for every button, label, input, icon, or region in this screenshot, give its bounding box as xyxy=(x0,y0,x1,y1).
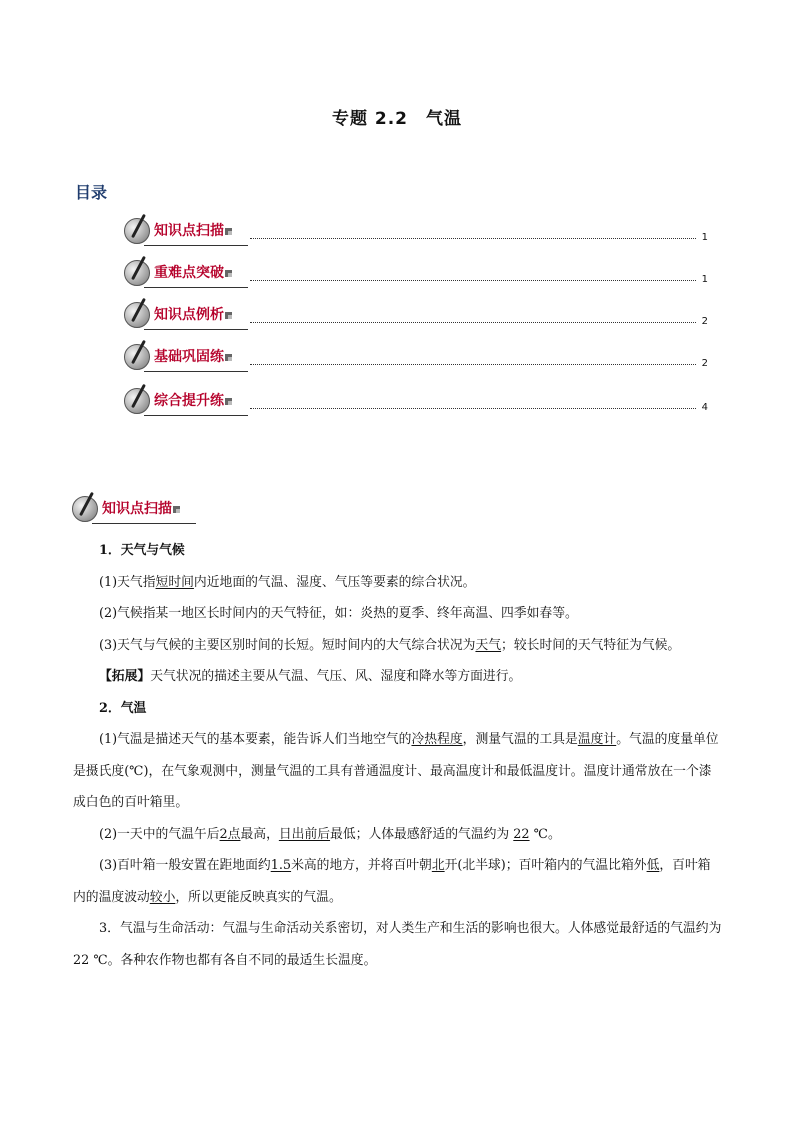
toc-leader xyxy=(250,280,696,281)
toc-entry[interactable] xyxy=(124,298,708,334)
square-icon xyxy=(225,312,232,319)
heading-temperature: 2．气温 xyxy=(99,700,147,716)
page-title: 专题 2.2 气温 xyxy=(331,109,463,129)
toc-entry[interactable] xyxy=(124,384,708,420)
pen-icon xyxy=(124,260,150,286)
extension-note: 【拓展】天气状况的描述主要从气温、气压、风、湿度和降水等方面进行。 xyxy=(99,669,522,684)
pen-icon xyxy=(124,344,150,370)
square-icon xyxy=(173,506,180,513)
toc-entry-label: 知识点扫描 xyxy=(154,223,224,239)
paragraph: (3)百叶箱一般安置在距地面约1.5米高的地方，并将百叶朝北开(北半球)；百叶箱内的气温比箱外低，百叶箱内的温度波动较小，所以更能反映真实的气温。 xyxy=(73,858,711,905)
toc-entry[interactable] xyxy=(124,214,708,250)
pen-icon xyxy=(72,496,98,522)
paragraph: (3)天气与气候的主要区别时间的长短。短时间内的大气综合状况为天气；较长时间的天气特征为气候。 xyxy=(99,637,681,653)
toc-badge xyxy=(124,298,248,332)
toc-entry[interactable] xyxy=(124,256,708,292)
heading-weather-climate: 1．天气与气候 xyxy=(99,543,185,558)
toc-badge xyxy=(124,340,248,374)
square-icon xyxy=(225,270,232,277)
toc-heading: 目录 xyxy=(75,183,108,202)
pen-icon xyxy=(124,218,150,244)
pen-icon xyxy=(124,388,150,414)
toc-page-number: 2 xyxy=(701,358,708,369)
paragraph: (2)一天中的气温午后2点最高，日出前后最低；人体最感舒适的气温约为 22 ℃。 xyxy=(99,826,561,842)
toc-entry-label: 重难点突破 xyxy=(154,265,224,281)
badge xyxy=(72,492,196,526)
toc-badge xyxy=(124,214,248,248)
pen-icon xyxy=(124,302,150,328)
toc-leader xyxy=(250,238,696,239)
square-icon xyxy=(225,228,232,235)
toc-leader xyxy=(250,322,696,323)
paragraph: (1)气温是描述天气的基本要素，能告诉人们当地空气的冷热程度，测量气温的工具是温度计。气温的度量单位是摄氏度(℃)，在气象观测中，测量气温的工具有普通温度计、最高温度计和最低温度计。温度计通常放在一个漆成白色的百叶箱里。 xyxy=(73,732,719,810)
toc-entry-label: 综合提升练 xyxy=(154,393,224,409)
paragraph: 3．气温与生命活动：气温与生命活动关系密切，对人类生产和生活的影响也很大。人体感觉最舒适的气温约为22 ℃。各种农作物也都有各自不同的最适生长温度。 xyxy=(73,921,722,968)
toc-entry[interactable] xyxy=(124,340,708,376)
square-icon xyxy=(225,398,232,405)
section-badge xyxy=(72,492,196,526)
toc-page-number: 2 xyxy=(701,316,708,327)
toc-page-number: 1 xyxy=(701,232,708,243)
toc-page-number: 4 xyxy=(701,402,708,413)
toc-entry-label: 知识点例析 xyxy=(154,307,224,323)
paragraph: (1)天气指短时间内近地面的气温、湿度、气压等要素的综合状况。 xyxy=(99,574,476,590)
section-content xyxy=(73,535,723,976)
square-icon xyxy=(225,354,232,361)
toc-leader xyxy=(250,364,696,365)
paragraph: (2)气候指某一地区长时间内的天气特征，如：炎热的夏季、终年高温、四季如春等。 xyxy=(99,606,578,621)
toc-entry-label: 基础巩固练 xyxy=(154,349,224,365)
toc-badge xyxy=(124,384,248,418)
toc-page-number: 1 xyxy=(701,274,708,285)
toc-leader xyxy=(250,408,696,409)
section-badge-label: 知识点扫描 xyxy=(102,501,172,517)
toc-badge xyxy=(124,256,248,290)
